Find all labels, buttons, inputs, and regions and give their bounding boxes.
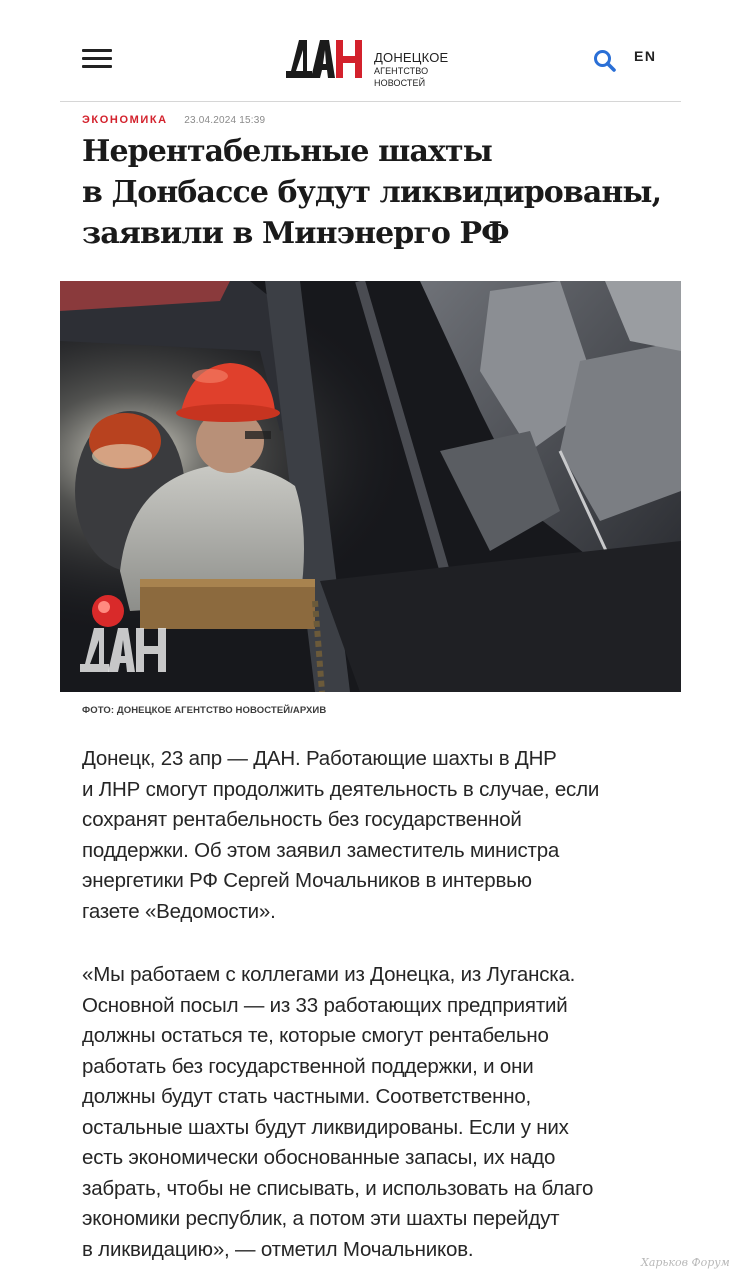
search-icon[interactable]: [592, 48, 618, 74]
paragraph-line: остальные шахты будут ликвидированы. Если у них: [82, 1115, 569, 1139]
article-title: [82, 131, 682, 254]
menu-icon-bar: [82, 65, 112, 68]
menu-icon-bar: [82, 57, 112, 60]
paragraph-line: должны будут стать частными. Соответственно,: [82, 1085, 532, 1108]
paragraph-line: есть экономически обоснованные запасы, их надо: [82, 1146, 556, 1169]
paragraph-line: и ЛНР смогут продолжить деятельность в случае, если: [82, 777, 600, 801]
header-divider: [60, 101, 681, 102]
title-line: Нерентабельные шахты: [82, 134, 492, 169]
title-line: заявили в Минэнерго РФ: [82, 216, 509, 251]
paragraph-line: поддержки. Об этом заявил заместитель министра: [82, 838, 560, 862]
paragraph-line: сохранят рентабельность без государственной: [82, 808, 522, 831]
photo-caption: ФОТО: ДОНЕЦКОЕ АГЕНТСТВО НОВОСТЕЙ/АРХИВ: [82, 705, 327, 716]
logo-mark: [282, 36, 368, 82]
paragraph-line: в ликвидацию», — отметил Мочальников.: [82, 1237, 474, 1261]
menu-icon-bar: [82, 49, 112, 52]
menu-icon[interactable]: [82, 46, 112, 70]
publish-date: 23.04.2024 15:39: [184, 115, 266, 126]
site-logo[interactable]: [282, 36, 472, 88]
logo-line2: АГЕНТСТВО НОВОСТЕЙ: [374, 66, 429, 88]
site-header: [0, 0, 737, 102]
paragraph-line: забрать, чтобы не списывать, и использовать на благо: [82, 1176, 594, 1200]
paragraph-line: работать без государственной поддержки, и они: [82, 1054, 534, 1078]
language-switch[interactable]: EN: [634, 48, 657, 64]
paragraph-line: Основной посыл — из 33 работающих предприятий: [82, 993, 568, 1017]
photo-watermark-logo: [78, 626, 174, 674]
category-link[interactable]: ЭКОНОМИКА: [82, 114, 168, 126]
title-line: в Донбассе будут ликвидированы,: [82, 175, 662, 210]
article-meta: [82, 110, 265, 126]
paragraph-line: газете «Ведомости».: [82, 899, 276, 923]
article-paragraph: [82, 744, 682, 927]
paragraph-line: энергетики РФ Сергей Мочальников в интервью: [82, 869, 532, 892]
forum-watermark: Харьков Форум: [641, 1256, 730, 1269]
paragraph-line: должны остаться те, которые смогут рентабельно: [82, 1024, 549, 1047]
logo-line1: ДОНЕЦКОЕ: [374, 50, 449, 65]
article-quote-paragraph: [82, 960, 682, 1265]
logo-text: [374, 50, 472, 89]
article-photo: [60, 281, 681, 692]
paragraph-line: Донецк, 23 апр — ДАН. Работающие шахты в ДНР: [82, 747, 557, 770]
paragraph-line: «Мы работаем с коллегами из Донецка, из Луганска.: [82, 963, 576, 986]
paragraph-line: экономики республик, а потом эти шахты перейдут: [82, 1207, 560, 1230]
